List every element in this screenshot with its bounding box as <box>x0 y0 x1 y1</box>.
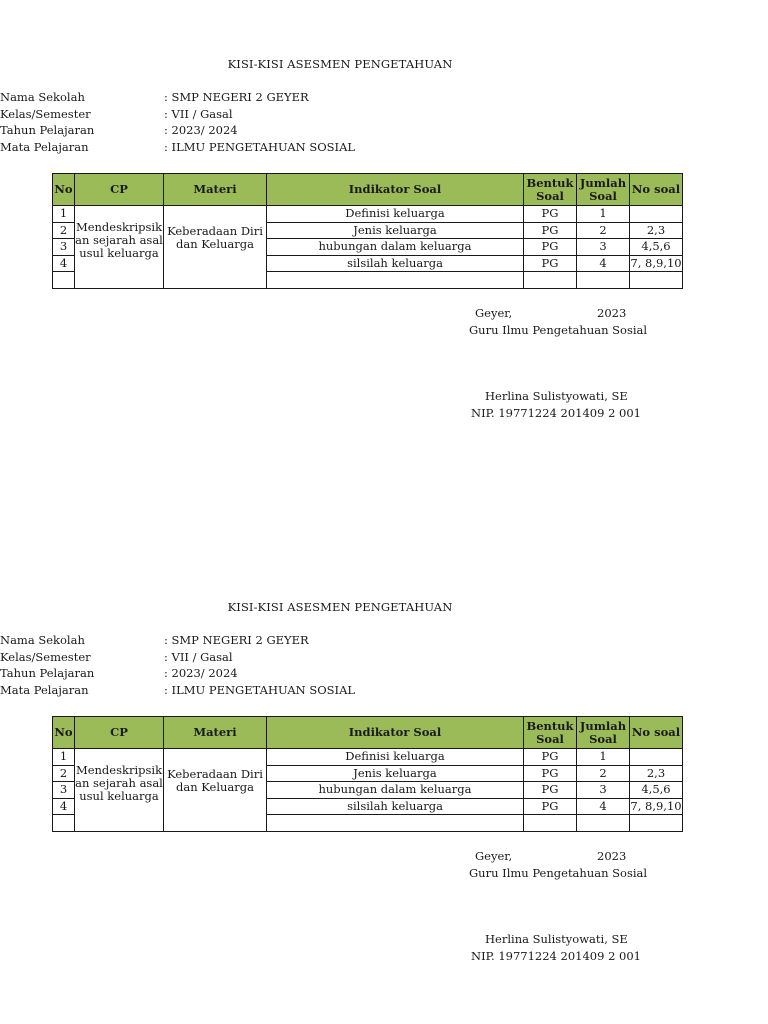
cell-jumlah: 2 <box>577 765 630 782</box>
cell-no-soal: 7, 8,9,10 <box>630 256 682 271</box>
cell-cp: Mendeskripsik an sejarah asal usul keluarga <box>75 749 164 832</box>
cell-no-soal <box>630 815 683 832</box>
cell-jumlah <box>577 272 630 289</box>
meta-school-label: Nama Sekolah <box>0 633 85 647</box>
meta-school-label: Nama Sekolah <box>0 90 85 104</box>
header-no: No <box>53 717 75 749</box>
cell-no-soal <box>630 206 683 223</box>
meta-class-label: Kelas/Semester <box>0 650 91 664</box>
cell-bentuk: PG <box>524 255 577 272</box>
header-jumlah-soal: Jumlah Soal <box>577 717 630 749</box>
table-row <box>53 749 683 766</box>
signature-nip: NIP. 19771224 201409 2 001 <box>471 406 641 420</box>
meta-class-value: : VII / Gasal <box>164 107 233 121</box>
signature-year: 2023 <box>597 306 627 320</box>
cell-indikator: silsilah keluarga <box>267 255 524 272</box>
meta-subject-label: Mata Pelajaran <box>0 140 89 154</box>
cell-bentuk <box>524 272 577 289</box>
cell-jumlah: 3 <box>577 782 630 799</box>
cell-materi: Keberadaan Diri dan Keluarga <box>164 749 267 832</box>
cell-jumlah: 4 <box>577 255 630 272</box>
cell-bentuk <box>524 815 577 832</box>
meta-year-label: Tahun Pelajaran <box>0 666 95 680</box>
cell-no-soal: 4,5,6 <box>630 782 683 799</box>
document-title: KISI-KISI ASESMEN PENGETAHUAN <box>227 600 453 614</box>
cell-no-soal: 2,3 <box>630 765 683 782</box>
cell-jumlah: 1 <box>577 749 630 766</box>
cell-jumlah: 3 <box>577 239 630 256</box>
signature-name: Herlina Sulistyowati, SE <box>485 932 628 946</box>
page-section-2 <box>0 543 768 963</box>
meta-year-value: : 2023/ 2024 <box>164 123 238 137</box>
cell-jumlah: 1 <box>577 206 630 223</box>
meta-year-label: Tahun Pelajaran <box>0 123 95 137</box>
header-no: No <box>53 174 75 206</box>
meta-class-value: : VII / Gasal <box>164 650 233 664</box>
cell-indikator <box>267 272 524 289</box>
header-bentuk-soal: Bentuk Soal <box>524 717 577 749</box>
header-materi: Materi <box>164 717 267 749</box>
signature-role: Guru Ilmu Pengetahuan Sosial <box>469 866 648 880</box>
meta-subject-value: : ILMU PENGETAHUAN SOSIAL <box>164 140 356 154</box>
cell-bentuk: PG <box>524 798 577 815</box>
meta-school-value: : SMP NEGERI 2 GEYER <box>164 633 309 647</box>
header-cp: CP <box>75 174 164 206</box>
header-cp: CP <box>75 717 164 749</box>
table-row <box>53 206 683 223</box>
cell-indikator: silsilah keluarga <box>267 798 524 815</box>
cell-indikator: hubungan dalam keluarga <box>267 782 524 799</box>
cell-indikator: hubungan dalam keluarga <box>267 239 524 256</box>
document-title: KISI-KISI ASESMEN PENGETAHUAN <box>227 57 453 71</box>
cell-materi: Keberadaan Diri dan Keluarga <box>164 206 267 289</box>
cell-no <box>53 272 75 289</box>
cell-bentuk: PG <box>524 206 577 223</box>
signature-place: Geyer, <box>475 306 513 320</box>
cell-indikator: Jenis keluarga <box>267 222 524 239</box>
signature-role: Guru Ilmu Pengetahuan Sosial <box>469 323 648 337</box>
meta-class-label: Kelas/Semester <box>0 107 91 121</box>
header-indikator: Indikator Soal <box>267 717 524 749</box>
cell-no-soal: 2,3 <box>630 222 683 239</box>
cell-no: 1 <box>53 206 75 223</box>
header-materi: Materi <box>164 174 267 206</box>
cell-no: 4 <box>53 798 75 815</box>
cell-no: 4 <box>53 255 75 272</box>
meta-subject-label: Mata Pelajaran <box>0 683 89 697</box>
signature-name: Herlina Sulistyowati, SE <box>485 389 628 403</box>
header-indikator: Indikator Soal <box>267 174 524 206</box>
cell-no-soal <box>630 749 683 766</box>
cell-no: 3 <box>53 782 75 799</box>
cell-bentuk: PG <box>524 222 577 239</box>
cell-bentuk: PG <box>524 765 577 782</box>
cell-jumlah <box>577 815 630 832</box>
cell-no: 1 <box>53 749 75 766</box>
meta-school-value: : SMP NEGERI 2 GEYER <box>164 90 309 104</box>
cell-jumlah: 4 <box>577 798 630 815</box>
cell-cp: Mendeskripsik an sejarah asal usul keluarga <box>75 206 164 289</box>
cell-bentuk: PG <box>524 749 577 766</box>
signature-nip: NIP. 19771224 201409 2 001 <box>471 949 641 963</box>
header-no-soal: No soal <box>630 174 683 206</box>
cell-bentuk: PG <box>524 782 577 799</box>
header-bentuk-soal: Bentuk Soal <box>524 174 577 206</box>
cell-no-soal: 7, 8,9,10 <box>630 799 682 814</box>
signature-year: 2023 <box>597 849 627 863</box>
header-no-soal: No soal <box>630 717 683 749</box>
signature-place: Geyer, <box>475 849 513 863</box>
cell-no: 2 <box>53 765 75 782</box>
cell-bentuk: PG <box>524 239 577 256</box>
cell-indikator: Definisi keluarga <box>267 206 524 223</box>
kisi-kisi-table <box>52 716 683 832</box>
cell-indikator: Jenis keluarga <box>267 765 524 782</box>
kisi-kisi-table <box>52 173 683 289</box>
cell-no-soal: 4,5,6 <box>630 239 683 256</box>
cell-no: 2 <box>53 222 75 239</box>
cell-indikator: Definisi keluarga <box>267 749 524 766</box>
meta-subject-value: : ILMU PENGETAHUAN SOSIAL <box>164 683 356 697</box>
page-section-1 <box>0 0 768 420</box>
cell-jumlah: 2 <box>577 222 630 239</box>
cell-no-soal <box>630 272 683 289</box>
cell-no <box>53 815 75 832</box>
cell-indikator <box>267 815 524 832</box>
header-jumlah-soal: Jumlah Soal <box>577 174 630 206</box>
meta-year-value: : 2023/ 2024 <box>164 666 238 680</box>
cell-no: 3 <box>53 239 75 256</box>
